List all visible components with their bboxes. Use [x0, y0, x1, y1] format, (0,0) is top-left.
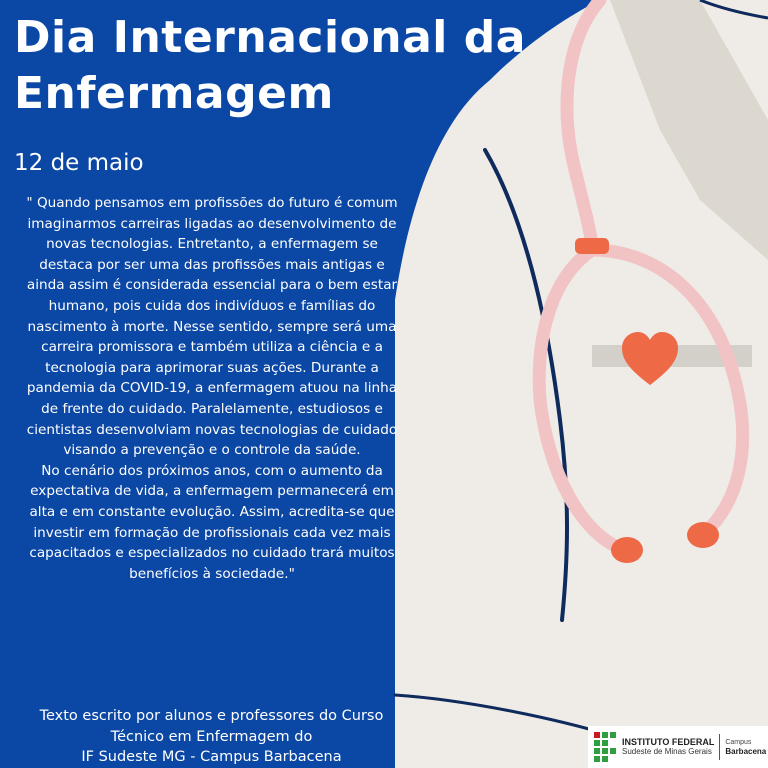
- logo-campus-label: Campus: [725, 738, 752, 746]
- paragraph-1: " Quando pensamos em profissões do futuro é comum imaginarmos carreiras ligadas ao desenvolvimento de novas tecnologias. Entretanto, a enfermagem se destaca por ser uma das profissões mais antigas e ainda assim é considerada essencial para o bem estar humano, pois cuida dos indivíduos e famílias do nascimento à morte. Nesse sentido, sempre será uma carreira promissora e também utiliza a ciência e a tecnologia para aprimorar suas ações. Durante a pandemia da COVID-19, a enfermagem atuou na linha de frente do cuidado. Paralelamente, estudiosos e cientistas desenvolviam novas tecnologias de cuidado visando a prevenção e o controle da saúde.: [26, 195, 398, 459]
- logo-divider: [719, 734, 720, 760]
- logo-campus-name: Barbacena: [725, 746, 767, 756]
- institute-logo: [588, 726, 768, 768]
- credit-line-3: IF Sudeste MG - Campus Barbacena: [81, 749, 342, 765]
- logo-name: INSTITUTO FEDERAL: [622, 737, 715, 747]
- logo-subtitle: Sudeste de Minas Gerais: [622, 747, 712, 756]
- page-title: Dia Internacional da Enfermagem: [14, 12, 526, 119]
- credit-line-1: Texto escrito por alunos e professores do Curso: [39, 708, 384, 724]
- institute-logo-icon: [594, 732, 616, 762]
- date-subtitle: 12 de maio: [14, 150, 144, 176]
- article-text: [26, 193, 398, 584]
- credit-line-2: Técnico em Enfermagem do: [110, 728, 313, 745]
- credit-text: [14, 706, 409, 768]
- paragraph-2: No cenário dos próximos anos, com o aumento da expectativa de vida, a enfermagem permanecerá em alta e em constante evolução. Assim, acredita-se que investir em formação de profissionais cada vez mais capacitados e especializados no cuidado trará muitos benefícios à sociedade.": [29, 462, 395, 582]
